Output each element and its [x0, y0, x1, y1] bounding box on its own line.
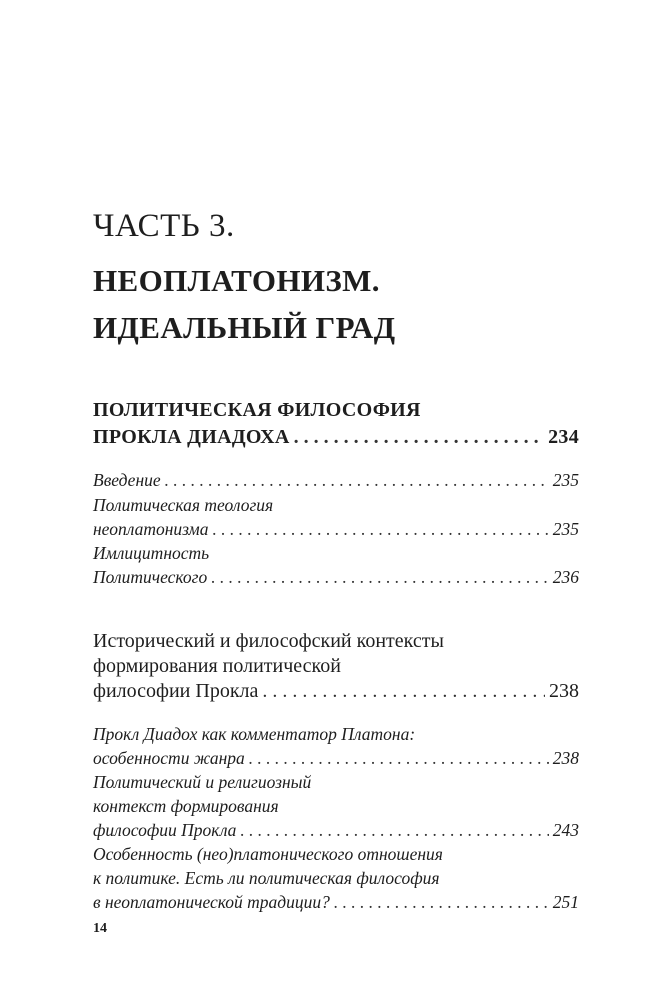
toc-entry-page: 243 [552, 820, 579, 840]
toc-entry-page: 238 [552, 748, 579, 768]
section1-page: 234 [548, 426, 579, 448]
section2-title-line-3[interactable] [93, 680, 579, 703]
toc-entry-title: философии Прокла [93, 820, 237, 840]
toc-entry-title-line-2: к политике. Есть ли политическая философия [93, 868, 440, 888]
toc-entry[interactable] [93, 567, 579, 588]
section2-page: 238 [549, 680, 579, 702]
dot-leader [211, 567, 549, 588]
toc-entry[interactable] [93, 470, 579, 491]
toc-entry-title: особенности жанра [93, 748, 245, 768]
section2-title-text: философии Прокла [93, 680, 259, 702]
toc-entry-page: 235 [552, 470, 579, 490]
dot-leader [334, 892, 549, 913]
toc-entry-title: неоплатонизма [93, 519, 209, 539]
toc-entry-title-line-1: Политическая теология [93, 495, 274, 515]
section1-title-line-2[interactable] [93, 426, 579, 449]
part-title-line-2: ИДЕАЛЬНЫЙ ГРАД [93, 310, 396, 345]
toc-entry-title-line-1: Политический и религиозный [93, 772, 312, 792]
section1-title-text: ПРОКЛА ДИАДОХА [93, 426, 290, 448]
dot-leader [165, 470, 549, 491]
toc-entry-title-line-1: Прокл Диадох как комментатор Платона: [93, 724, 416, 744]
toc-entry-page: 236 [552, 567, 579, 587]
toc-entry[interactable] [93, 892, 579, 913]
toc-entry-page: 235 [552, 519, 579, 539]
toc-entry[interactable] [93, 748, 579, 769]
toc-entry-title-line-1: Особенность (нео)платонического отношения [93, 844, 443, 864]
dot-leader [249, 748, 549, 769]
toc-entry-title-line-1: Имлицитность [93, 543, 210, 563]
page-number: 14 [93, 921, 107, 936]
dot-leader [294, 426, 544, 449]
toc-entry-title-line-2: контекст формирования [93, 796, 279, 816]
section1-title-line-1: ПОЛИТИЧЕСКАЯ ФИЛОСОФИЯ [93, 399, 421, 421]
toc-entry-title: в неоплатонической традиции? [93, 892, 330, 912]
toc-entry[interactable] [93, 519, 579, 540]
part-label: ЧАСТЬ 3. [93, 208, 235, 244]
dot-leader [212, 519, 548, 540]
toc-entry-page: 251 [552, 892, 579, 912]
dot-leader [240, 820, 548, 841]
section2-title-line-1: Исторический и философский контексты [93, 630, 444, 652]
part-title-line-1: НЕОПЛАТОНИЗМ. [93, 263, 380, 298]
section2-title-line-2: формирования политической [93, 655, 341, 677]
toc-entry[interactable] [93, 820, 579, 841]
toc-entry-title: Политического [93, 567, 208, 587]
toc-entry-title: Введение [93, 470, 161, 490]
dot-leader [262, 680, 545, 703]
